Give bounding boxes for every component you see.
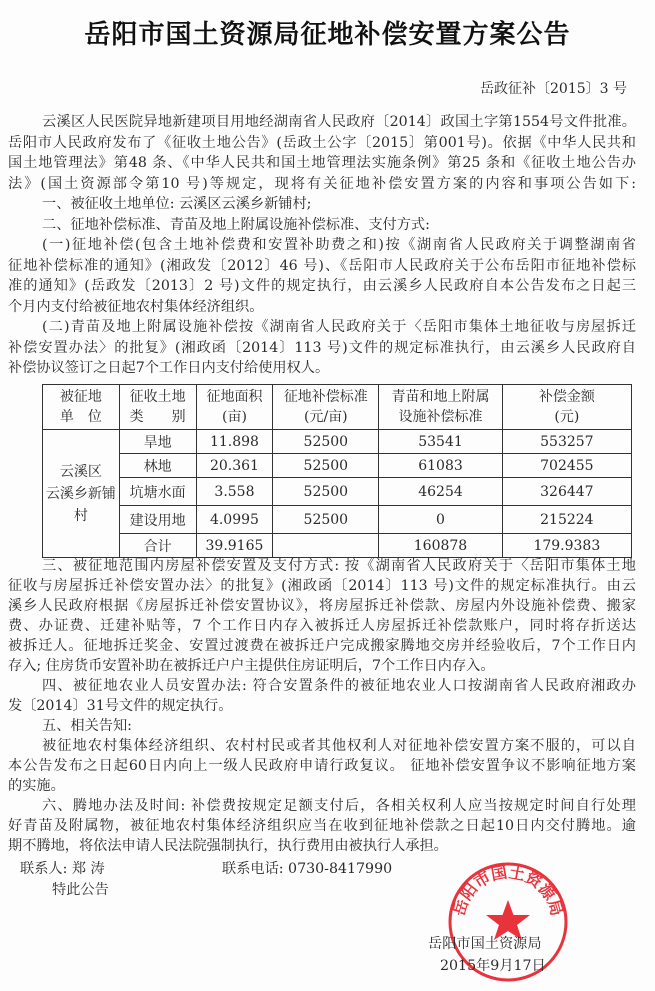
- text-line: 补偿协议签订之日起7个工作日内支付给使用权人。: [8, 360, 330, 376]
- text-line: 一、被征收土地单位: 云溪区云溪乡新铺村;: [42, 196, 312, 212]
- table-header-row: [43, 385, 632, 430]
- table-cell: 53541: [379, 430, 502, 454]
- table-cell: 52500: [273, 478, 379, 506]
- table-cell: 坑塘水面: [119, 478, 196, 506]
- table-cell: 215224: [502, 506, 631, 534]
- body-text-bottom: [8, 556, 636, 856]
- text-line: 被拆迁人。征地拆迁奖金、安置过渡费在被拆迁户完成搬家腾地交房并经验收后，7个工作日内: [8, 638, 636, 654]
- table-cell: 46254: [379, 478, 502, 506]
- table-cell: 553257: [502, 430, 631, 454]
- body-text-top: [8, 112, 636, 379]
- text-line: 被征地农村集体经济组织、农村村民或者其他权利人对征地补偿安置方案不服的，可以自: [42, 738, 636, 754]
- text-line: 期不腾地，将依法申请人民法院强制执行，执行费用由被执行人承担。: [8, 838, 448, 854]
- text-line: 岳阳市人民政府发布了《征收土地公告》(岳政土公字〔2015〕第001号)。依据《中华人民共和: [8, 134, 636, 151]
- table-cell: 3.558: [196, 478, 273, 506]
- text-line: 本公告发布之日起60日内向上一级人民政府申请行政复议。 征地补偿安置争议不影响征地方案: [8, 758, 636, 774]
- column-header: 征收土地 类 别: [119, 385, 196, 430]
- column-header: 青苗和地上附属 设施补偿标准: [379, 385, 502, 430]
- column-header: 被征地 单 位: [43, 385, 120, 430]
- total-cell: 合计: [119, 534, 196, 558]
- text-line: 发〔2014〕31号文件的规定执行。: [8, 698, 233, 714]
- table-cell: 林地: [119, 454, 196, 478]
- text-line: 好青苗及附属物，被征地农村集体经济组织应当在收到征地补偿款之日起10日内交付腾地。逾: [8, 818, 636, 834]
- unit-cell: 云溪区 云溪乡新铺 村: [43, 430, 120, 558]
- table-cell: 52500: [273, 454, 379, 478]
- table-cell: 4.0995: [196, 506, 273, 534]
- total-cell: 179.9383: [502, 534, 631, 558]
- text-line: 法》(国土资源部令第10 号)等规定，现将有关征地补偿安置方案的内容和事项公告如下:: [8, 175, 636, 192]
- text-line: 溪乡人民政府根据《房屋拆迁补偿安置协议》，将房屋拆迁补偿款、房屋内外设施补偿费、搬家: [8, 598, 636, 614]
- table-total-row: [43, 534, 632, 558]
- table-cell: 20.361: [196, 454, 273, 478]
- text-line: (一)征地补偿(包含土地补偿费和安置补助费之和)按《湖南省人民政府关于调整湖南省: [42, 237, 636, 253]
- total-cell: 160878: [379, 534, 502, 558]
- total-cell: 39.9165: [196, 534, 273, 558]
- text-line: 的实施。: [8, 778, 65, 794]
- table-cell: 建设用地: [119, 506, 196, 534]
- seal-star-icon: [486, 900, 530, 940]
- column-header: 补偿金额 (元): [502, 385, 631, 430]
- text-line: 二、征地补偿标准、青苗及地上附属设施补偿标准、支付方式:: [42, 216, 430, 233]
- table-row: [43, 454, 632, 478]
- table-row: [43, 430, 632, 454]
- text-line: 准的通知》(岳政发〔2013〕2 号)文件的规定执行，由云溪乡人民政府自本公告发布之日起三: [8, 278, 636, 294]
- table-cell: 702455: [502, 454, 631, 478]
- text-line: 费、办证费、迁建补贴等，7 个工作日内存入被拆迁人房屋拆迁补偿款账户，同时将存折送达: [8, 618, 636, 634]
- table-cell: 61083: [379, 454, 502, 478]
- text-line: 国土地管理法》第48 条、《中华人民共和国土地管理法实施条例》第25 条和《征收土地公告办: [8, 155, 636, 171]
- contact-phone: 联系电话: 0730-8417990: [222, 861, 393, 877]
- seal-lettering: 岳阳市国土资源局: [449, 862, 567, 918]
- table-cell: 326447: [502, 478, 631, 506]
- text-line: 四、被征地农业人员安置办法: 符合安置条件的被征地农业人口按湖南省人民政府湘政办: [42, 678, 636, 694]
- text-line: 存入; 住房货币安置补助在被拆迁户户主提供住房证明后，7个工作日内存入。: [8, 658, 495, 674]
- text-line: 补偿安置办法〉的批复》(湘政函〔2014〕113 号)文件的规定标准执行，由云溪乡人民政府自: [8, 339, 636, 356]
- closing-remark: 特此公告: [52, 882, 109, 898]
- text-line: 三、被征地范围内房屋补偿安置及支付方式: 按《湖南省人民政府关于〈岳阳市集体土地: [42, 558, 636, 574]
- issue-date: 2015年9月17日: [440, 958, 546, 974]
- issuer-name: 岳阳市国土资源局: [428, 936, 542, 952]
- text-line: 云溪区人民医院异地新建项目用地经湖南省人民政府〔2014〕政国土字第1554号文件批准。: [42, 114, 636, 130]
- table-cell: 52500: [273, 430, 379, 454]
- text-line: 个月内支付给被征地农村集体经济组织。: [8, 298, 264, 315]
- column-header: 征地面积 (亩): [196, 385, 273, 430]
- text-line: 征地补偿标准的通知》(湘政发〔2012〕46 号)、《岳阳市人民政府关于公布岳阳市征地补偿标: [8, 257, 636, 274]
- table-cell: 旱地: [119, 430, 196, 454]
- text-line: 征收与房屋拆迁补偿安置办法〉的批复》(湘政函〔2014〕113 号)文件的规定标准执行。由云: [8, 578, 636, 594]
- text-line: 六、腾地办法及时间: 补偿费按规定足额支付后，各相关权利人应当按规定时间自行处理: [42, 798, 636, 814]
- text-line: (二)青苗及地上附属设施补偿按《湖南省人民政府关于〈岳阳市集体土地征收与房屋拆迁: [42, 319, 636, 335]
- text-line: 五、相关告知:: [42, 718, 132, 734]
- contact-person: 联系人: 郑 涛: [20, 861, 105, 877]
- total-cell: [273, 534, 379, 558]
- table-cell: 0: [379, 506, 502, 534]
- compensation-table: [42, 384, 632, 558]
- table-cell: 11.898: [196, 430, 273, 454]
- column-header: 征地补偿标准 (元/亩): [273, 385, 379, 430]
- table-cell: 52500: [273, 506, 379, 534]
- document-title: 岳阳市国土资源局征地补偿安置方案公告: [84, 20, 571, 50]
- document-number: 岳政征补〔2015〕3 号: [480, 81, 627, 97]
- table-row: [43, 506, 632, 534]
- table-row: [43, 478, 632, 506]
